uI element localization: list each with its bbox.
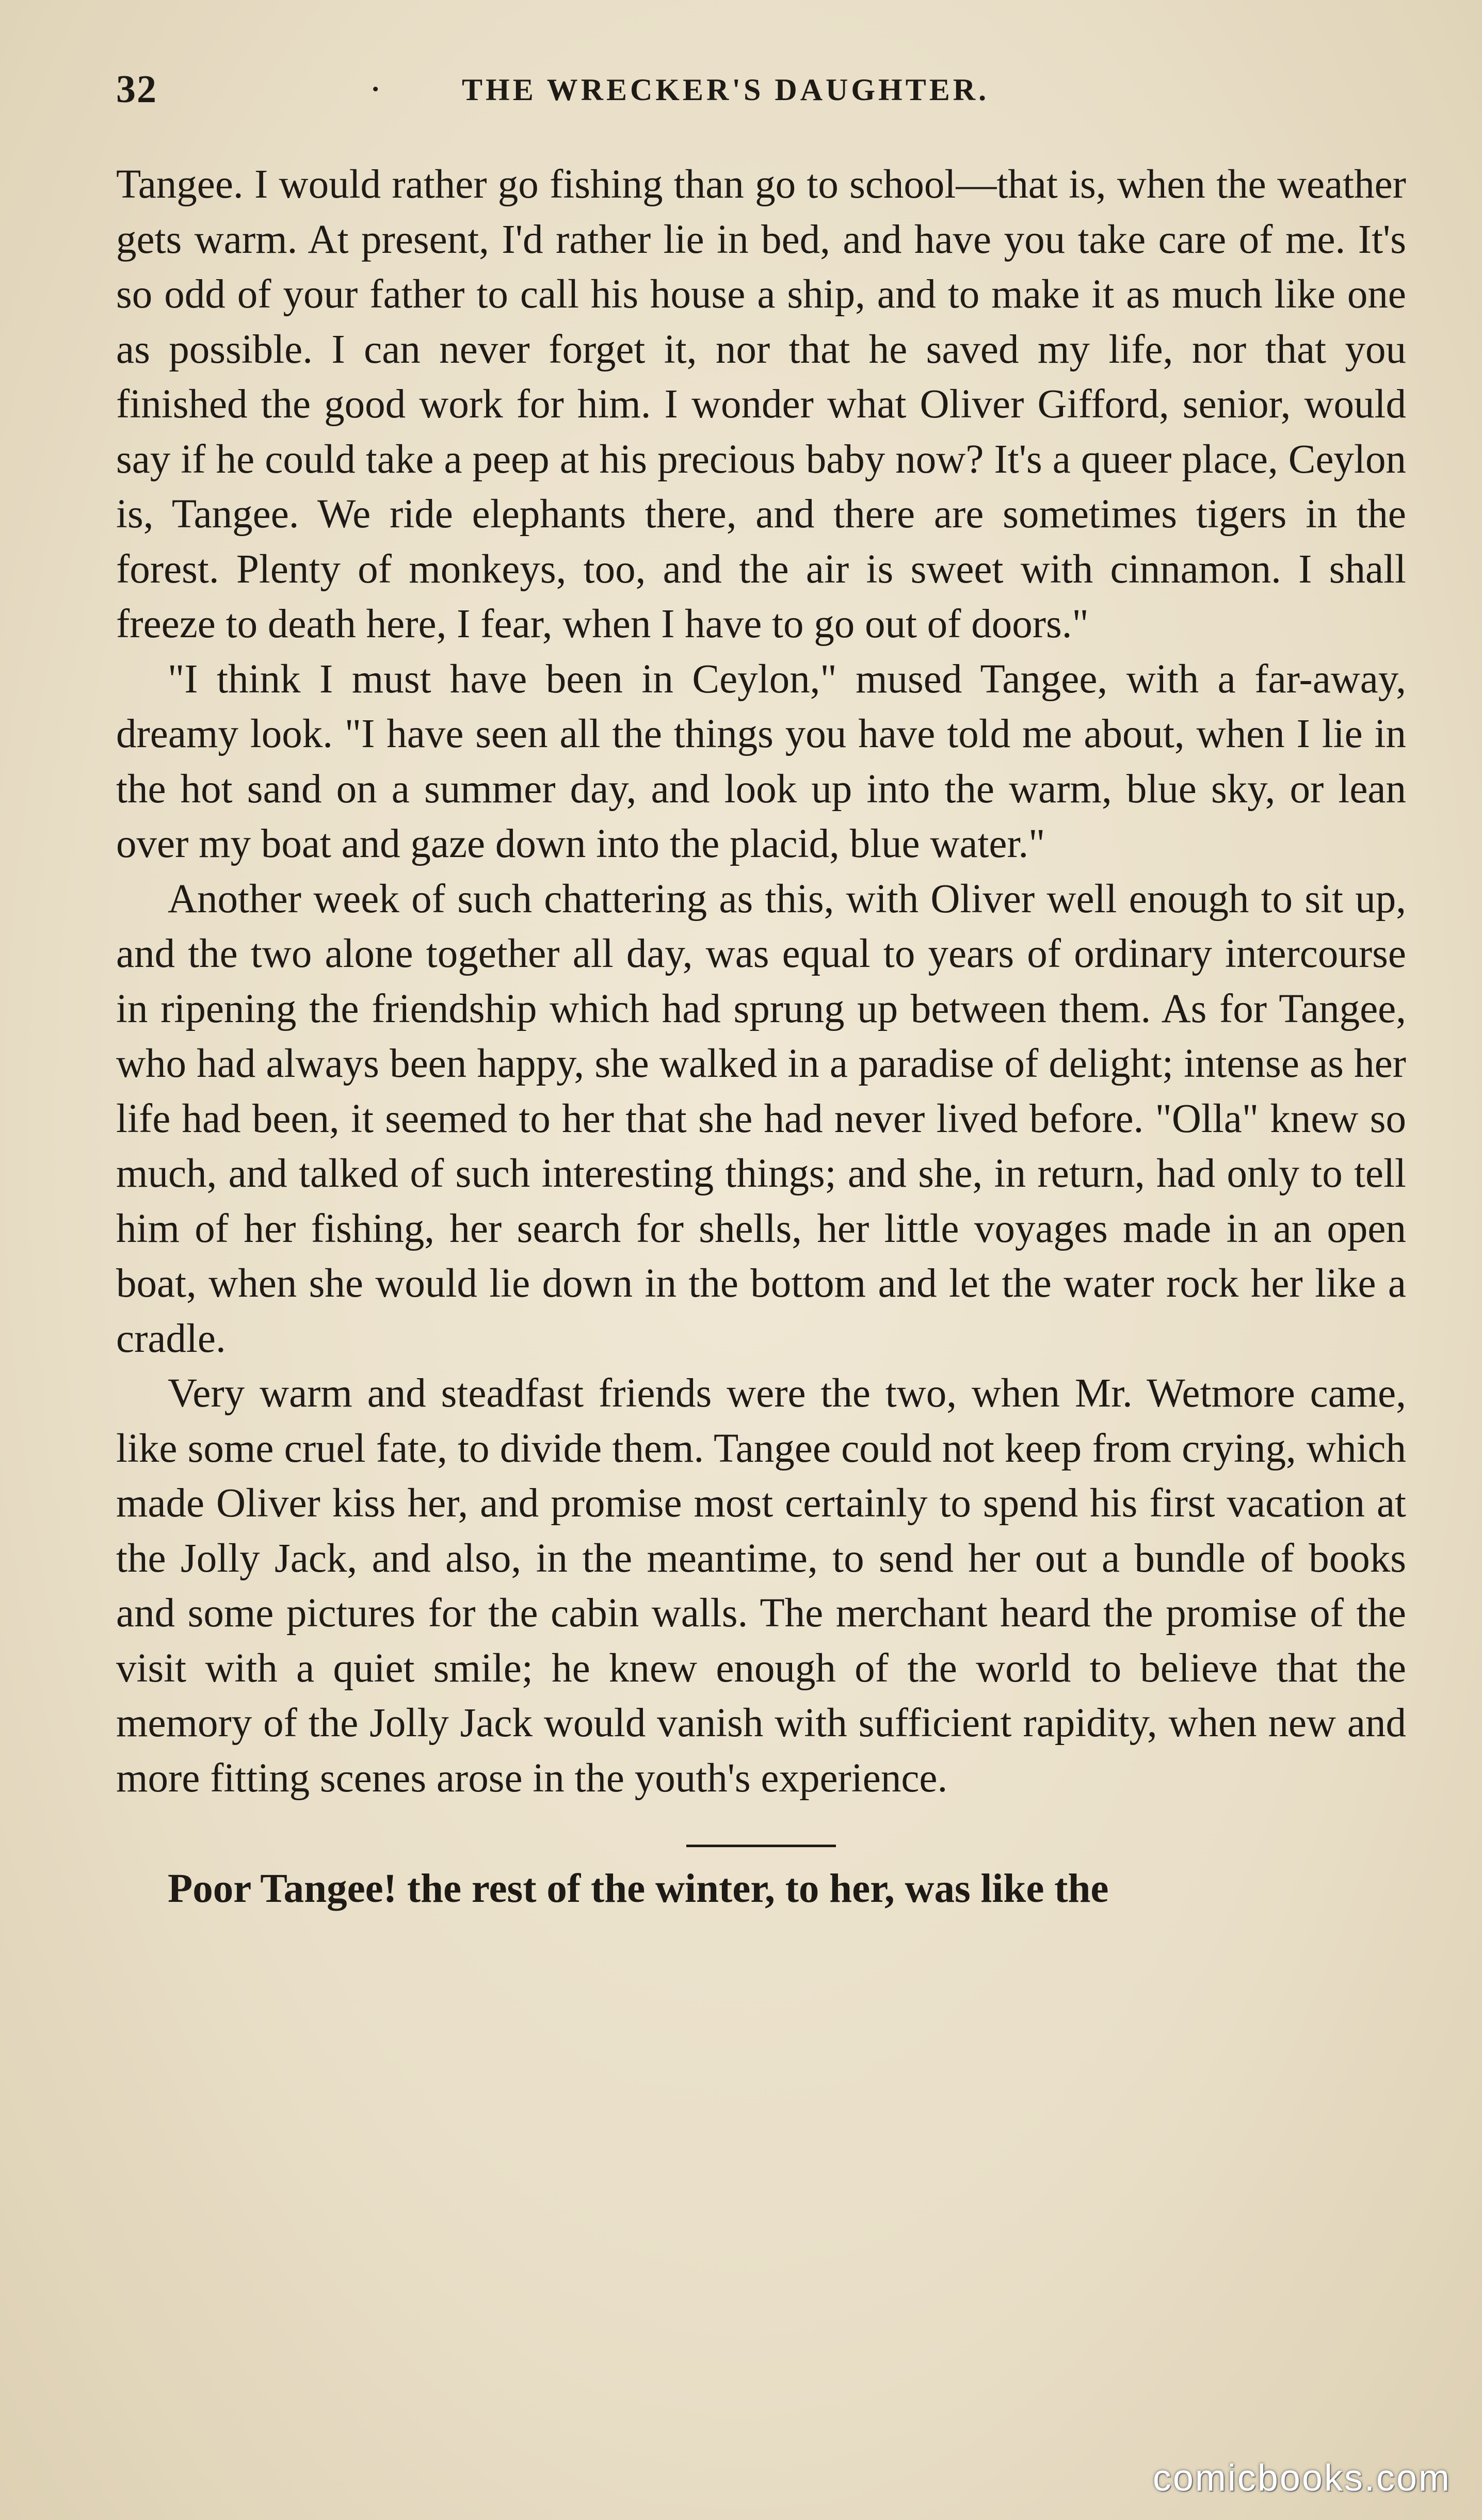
- paragraph-continued: Tangee. I would rather go fishing than go to school—that is, when the weather gets warm. At present, I'd rather lie in bed, and have you take care of me. It's so odd of your father to call his house a ship, and to make it as much like one as possible. I can never forget it, nor that he saved my life, nor that you finished the good work for him. I wonder what Oliver Gifford, senior, would say if he could take a peep at his precious baby now? It's a queer place, Ceylon is, Tangee. We ride elephants there, and there are sometimes tigers in the forest. Plenty of monkeys, too, and the air is sweet with cinnamon. I shall freeze to death here, I fear, when I have to go out of doors.": [116, 162, 1406, 647]
- watermark: comicbooks.com: [1152, 2458, 1451, 2499]
- page-header: [116, 67, 1401, 124]
- paragraph-ceylon: "I think I must have been in Ceylon," mused Tangee, with a far-away, dreamy look. "I have seen all the things you have told me about, when I lie in the hot sand on a summer day, and look up into the warm, blue sky, or lean over my boat and gaze down into the placid, blue water.": [116, 656, 1406, 866]
- running-title: THE WRECKER'S DAUGHTER.: [462, 73, 990, 107]
- page-number: 32: [116, 68, 157, 111]
- paragraph-friendship: Another week of such chattering as this, with Oliver well enough to sit up, and the two alone together all day, was equal to years of ordinary intercourse in ripening the friendship which had sprung up between them. As for Tangee, who had always been happy, she walked in a paradise of delight; intense as her life had been, it seemed to her that she had never lived before. "Olla" knew so much, and talked of such interesting things; and she, in return, had only to tell him of her fishing, her search for shells, her little voyages made in an open boat, when she would lie down in the bottom and let the water rock her like a cradle.: [116, 876, 1406, 1361]
- section-divider: [686, 1845, 836, 1847]
- header-separator: ·: [369, 68, 382, 111]
- paragraph-farewell: Very warm and steadfast friends were the two, when Mr. Wetmore came, like some cruel fate, to divide them. Tangee could not keep from crying, which made Oliver kiss her, and promise most certainly to spend his first vacation at the Jolly Jack, and also, in the meantime, to send her out a bundle of books and some pictures for the cabin walls. The merchant heard the promise of the visit with a quiet smile; he knew enough of the world to believe that the memory of the Jolly Jack would vanish with sufficient rapidity, when new and more fitting scenes arose in the youth's experience.: [116, 1371, 1406, 1801]
- paragraph-new-section: Poor Tangee! the rest of the winter, to her, was like the: [168, 1866, 1109, 1911]
- page-body: [116, 157, 1406, 1917]
